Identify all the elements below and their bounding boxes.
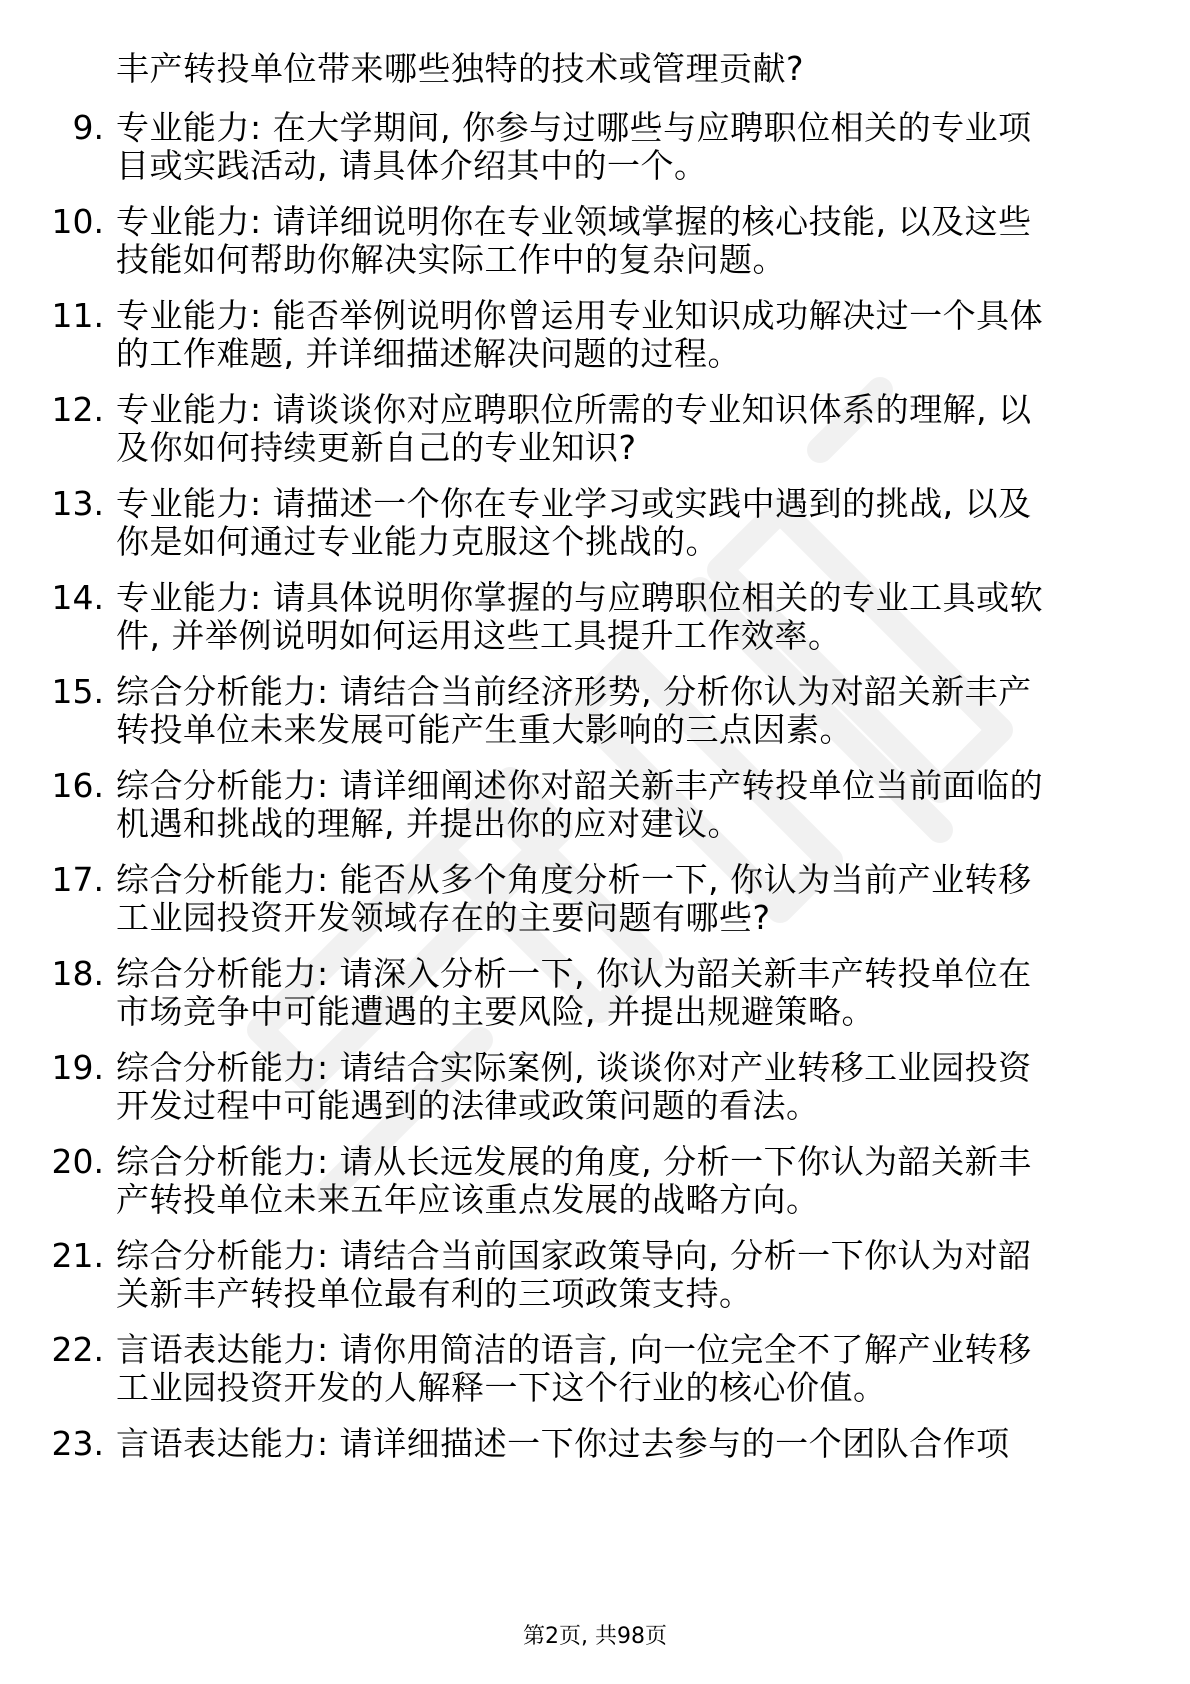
item-text-line: 综合分析能力: 请结合当前国家政策导向, 分析一下你认为对韶 — [116, 1236, 1032, 1275]
item-number: 23. — [51, 1424, 104, 1463]
item-text-line: 件, 并举例说明如何运用这些工具提升工作效率。 — [116, 616, 842, 655]
item-text-line: 专业能力: 请谈谈你对应聘职位所需的专业知识体系的理解, 以 — [116, 390, 1032, 429]
item-text-line: 转投单位未来发展可能产生重大影响的三点因素。 — [116, 710, 853, 749]
item-text-line: 工业园投资开发领域存在的主要问题有哪些? — [116, 898, 771, 937]
item-text-line: 综合分析能力: 请结合当前经济形势, 分析你认为对韶关新丰产 — [116, 672, 1032, 711]
item-text-line: 综合分析能力: 请深入分析一下, 你认为韶关新丰产转投单位在 — [116, 954, 1032, 993]
item-text-line: 机遇和挑战的理解, 并提出你的应对建议。 — [116, 804, 741, 843]
item-text-line: 产转投单位未来五年应该重点发展的战略方向。 — [116, 1180, 820, 1219]
item-text-line: 专业能力: 能否举例说明你曾运用专业知识成功解决过一个具体 — [116, 296, 1044, 335]
item-number: 14. — [51, 578, 104, 617]
item-number: 15. — [51, 672, 104, 711]
item-text-line: 专业能力: 请详细说明你在专业领域掌握的核心技能, 以及这些 — [116, 202, 1032, 241]
item-text-line: 专业能力: 在大学期间, 你参与过哪些与应聘职位相关的专业项 — [116, 108, 1032, 147]
item-text-line: 市场竞争中可能遭遇的主要风险, 并提出规避策略。 — [116, 992, 875, 1031]
item-number: 13. — [51, 484, 104, 523]
item-number: 17. — [51, 860, 104, 899]
item-number: 11. — [51, 296, 104, 335]
item-text-line: 目或实践活动, 请具体介绍其中的一个。 — [116, 146, 708, 185]
item-number: 21. — [51, 1236, 104, 1275]
item-number: 12. — [51, 390, 104, 429]
item-number: 18. — [51, 954, 104, 993]
page-footer: 第2页, 共98页 — [523, 1624, 667, 1649]
item-text-line: 开发过程中可能遇到的法律或政策问题的看法。 — [116, 1086, 820, 1125]
item-text-line: 综合分析能力: 能否从多个角度分析一下, 你认为当前产业转移 — [116, 860, 1032, 899]
item-text-line: 工业园投资开发的人解释一下这个行业的核心价值。 — [116, 1368, 887, 1407]
item-number: 16. — [51, 766, 104, 805]
continuation-text: 丰产转投单位带来哪些独特的技术或管理贡献? — [116, 49, 805, 88]
item-text-line: 及你如何持续更新自己的专业知识? — [116, 428, 637, 467]
item-text-line: 言语表达能力: 请详细描述一下你过去参与的一个团队合作项 — [116, 1424, 1010, 1463]
item-number: 9. — [72, 108, 104, 147]
item-text-line: 你是如何通过专业能力克服这个挑战的。 — [116, 522, 719, 561]
item-number: 10. — [51, 202, 104, 241]
item-number: 20. — [51, 1142, 104, 1181]
item-text-line: 关新丰产转投单位最有利的三项政策支持。 — [116, 1274, 753, 1313]
item-text-line: 综合分析能力: 请从长远发展的角度, 分析一下你认为韶关新丰 — [116, 1142, 1032, 1181]
item-number: 22. — [51, 1330, 104, 1369]
item-number: 19. — [51, 1048, 104, 1087]
item-text-line: 综合分析能力: 请详细阐述你对韶关新丰产转投单位当前面临的 — [116, 766, 1044, 805]
item-text-line: 的工作难题, 并详细描述解决问题的过程。 — [116, 334, 741, 373]
item-text-line: 技能如何帮助你解决实际工作中的复杂问题。 — [116, 240, 786, 279]
item-text-line: 言语表达能力: 请你用简洁的语言, 向一位完全不了解产业转移 — [116, 1330, 1032, 1369]
item-text-line: 专业能力: 请具体说明你掌握的与应聘职位相关的专业工具或软 — [116, 578, 1044, 617]
item-text-line: 综合分析能力: 请结合实际案例, 谈谈你对产业转移工业园投资 — [116, 1048, 1032, 1087]
item-text-line: 专业能力: 请描述一个你在专业学习或实践中遇到的挑战, 以及 — [116, 484, 1032, 523]
